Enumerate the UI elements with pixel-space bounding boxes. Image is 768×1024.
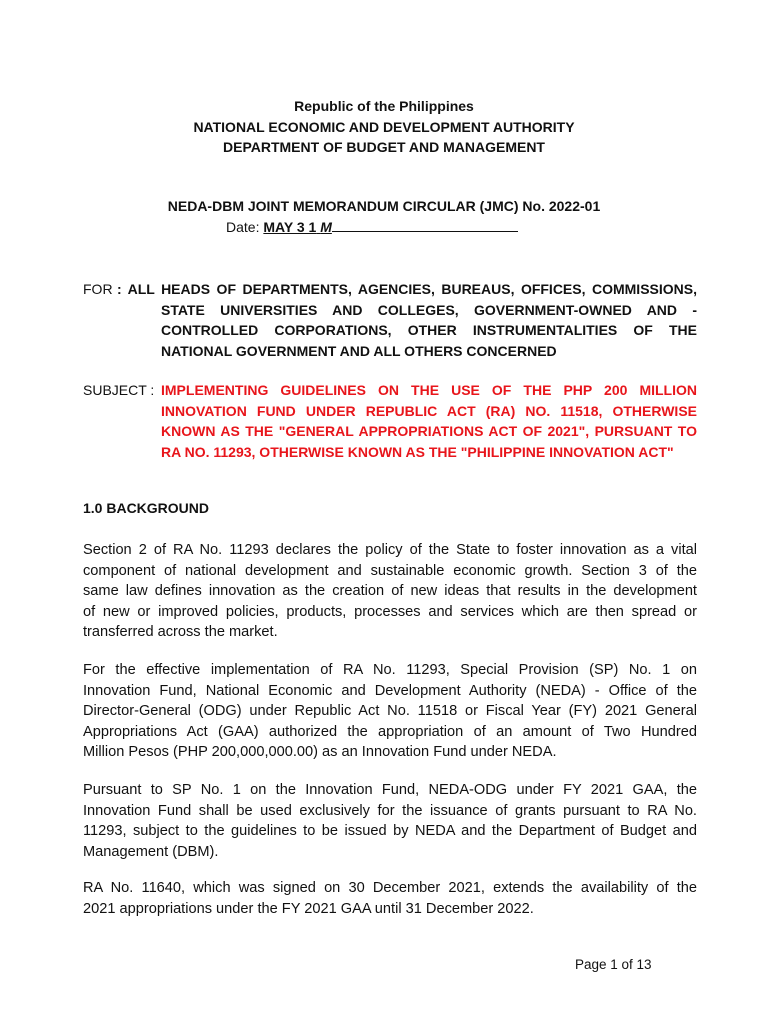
- paragraph-line: of new or improved policies, products, processes and services which are then spread or: [83, 603, 697, 620]
- for-line-1: : ALL HEADS OF DEPARTMENTS, AGENCIES, BUREAUS, OFFICES, COMMISSIONS,: [117, 281, 697, 297]
- subject-text: [161, 380, 697, 462]
- for-addressees: [161, 300, 697, 362]
- page-number: Page 1 of 13: [575, 957, 652, 972]
- for-line-4: NATIONAL GOVERNMENT AND ALL OTHERS CONCERNED: [161, 342, 557, 359]
- paragraph-line: Director-General (ODG) under Republic Act No. 11518 or Fiscal Year (FY) 2021 General: [83, 703, 697, 719]
- header-dbm: DEPARTMENT OF BUDGET AND MANAGEMENT: [223, 139, 545, 155]
- paragraph-line: Pursuant to SP No. 1 on the Innovation Fund, NEDA-ODG under FY 2021 GAA, the: [83, 782, 697, 798]
- paragraph-1: [83, 540, 697, 643]
- date-label: Date:: [226, 219, 260, 235]
- paragraph-line: RA No. 11640, which was signed on 30 December 2021, extends the availability of the: [83, 880, 697, 896]
- date-line: [226, 219, 518, 235]
- paragraph-line: component of national development and sustainable economic growth. Section 3 of the: [83, 562, 697, 579]
- circular-title: NEDA-DBM JOINT MEMORANDUM CIRCULAR (JMC) No. 2022-01: [167, 198, 601, 214]
- paragraph-2: [83, 660, 697, 763]
- paragraph-line: 11293, subject to the guidelines to be issued by NEDA and the Department of Budget and: [83, 823, 697, 839]
- section-heading-background: 1.0 BACKGROUND: [83, 500, 210, 516]
- paragraph-line: Innovation Fund, National Economic and Development Authority (NEDA) - Office of the: [83, 682, 697, 699]
- paragraph-line: 2021 appropriations under the FY 2021 GAA until 31 December 2022.: [83, 900, 534, 917]
- paragraph-line: Section 2 of RA No. 11293 declares the policy of the State to foster innovation as a vital: [83, 542, 697, 558]
- date-value: [263, 219, 332, 235]
- paragraph-line: same law defines innovation as the creation of new ideas that results in the development: [83, 583, 697, 599]
- paragraph-4: [83, 878, 697, 919]
- paragraph-line: Million Pesos (PHP 200,000,000.00) as an Innovation Fund under NEDA.: [83, 744, 557, 760]
- date-suffix: M: [320, 219, 332, 235]
- paragraph-line: transferred across the market.: [83, 624, 278, 640]
- header-republic: Republic of the Philippines: [294, 98, 474, 114]
- date-value-text: MAY 3 1: [263, 219, 317, 235]
- paragraph-line: Management (DBM).: [83, 843, 219, 860]
- subject-line-2: INNOVATION FUND UNDER REPUBLIC ACT (RA) NO. 11518, OTHERWISE: [161, 402, 697, 419]
- for-line-3: CONTROLLED CORPORATIONS, OTHER INSTRUMENTALITIES OF THE: [161, 322, 697, 338]
- date-underline: [332, 221, 518, 232]
- paragraph-line: Appropriations Act (GAA) authorized the appropriation of an amount of Two Hundred: [83, 723, 697, 740]
- subject-label: SUBJECT :: [83, 382, 155, 398]
- subject-line-4: RA NO. 11293, OTHERWISE KNOWN AS THE "PHILIPPINE INNOVATION ACT": [161, 443, 674, 460]
- subject-line-1: IMPLEMENTING GUIDELINES ON THE USE OF THE PHP 200 MILLION: [161, 382, 697, 398]
- subject-line-3: KNOWN AS THE "GENERAL APPROPRIATIONS ACT OF 2021", PURSUANT TO: [161, 423, 697, 439]
- paragraph-3: [83, 780, 697, 862]
- paragraph-line: Innovation Fund shall be used exclusively for the issuance of grants pursuant to RA No.: [83, 802, 697, 819]
- for-label: FOR: [83, 281, 113, 297]
- paragraph-line: For the effective implementation of RA No. 11293, Special Provision (SP) No. 1 on: [83, 662, 697, 678]
- for-line-2: STATE UNIVERSITIES AND COLLEGES, GOVERNMENT-OWNED AND -: [161, 301, 697, 318]
- header-neda: NATIONAL ECONOMIC AND DEVELOPMENT AUTHORITY: [193, 119, 575, 135]
